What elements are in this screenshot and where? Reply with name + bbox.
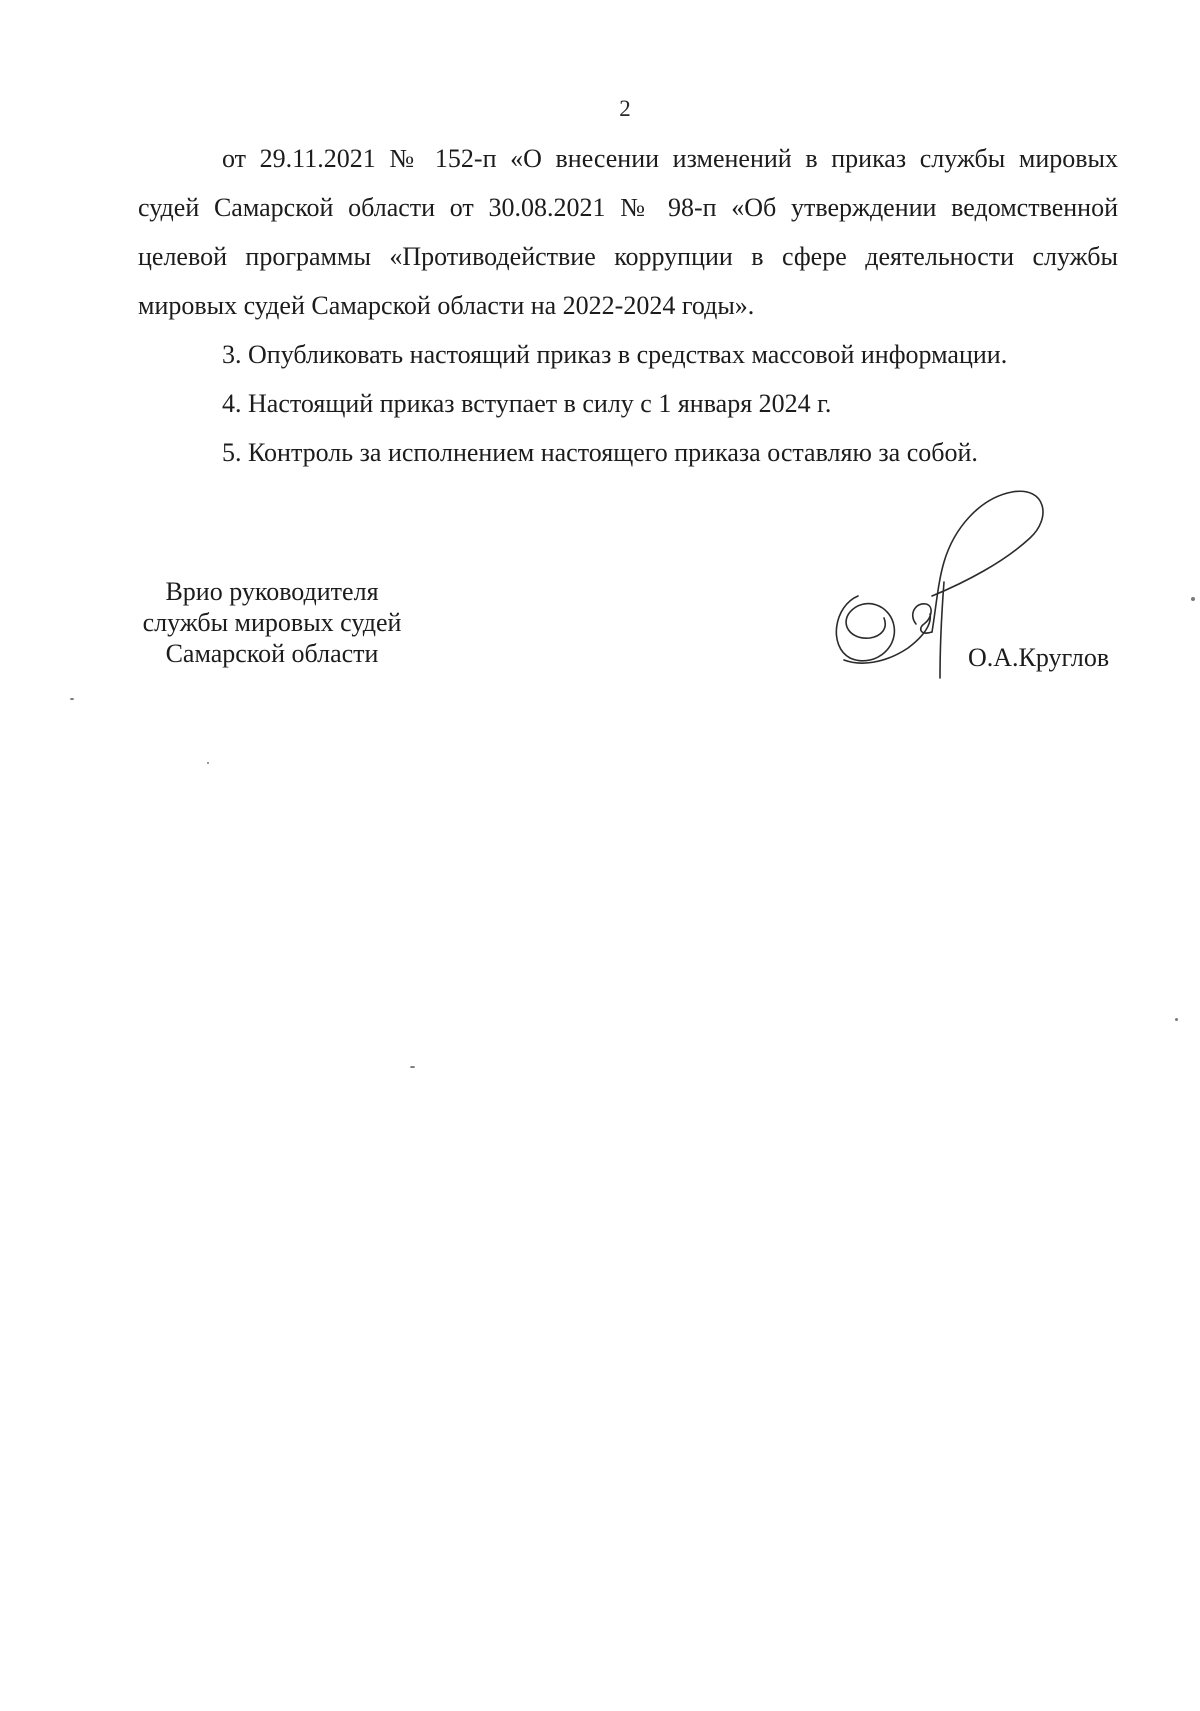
signatory-title-line: Самарской области <box>165 639 379 668</box>
body-line: целевой программы «Противодействие коррупции в сфере деятельности службы <box>138 242 1118 271</box>
signatory-title-line: Врио руководителя <box>165 577 379 606</box>
scan-speck <box>70 698 74 700</box>
order-item-4: 4. Настоящий приказ вступает в силу с 1 января 2024 г. <box>222 389 832 418</box>
body-line: мировых судей Самарской области на 2022-2024 годы». <box>138 291 755 320</box>
body-line: от 29.11.2021 № 152-п «О внесении изменений в приказ службы мировых <box>222 144 1118 173</box>
scan-speck <box>1175 1018 1178 1021</box>
scan-speck <box>207 762 209 764</box>
order-item-5: 5. Контроль за исполнением настоящего приказа оставляю за собой. <box>222 438 978 467</box>
signer-name: О.А.Круглов <box>968 643 1110 672</box>
scan-speck <box>1191 597 1195 601</box>
order-item-3: 3. Опубликовать настоящий приказ в средствах массовой информации. <box>222 340 1008 369</box>
body-line: судей Самарской области от 30.08.2021 № 98-п «Об утверждении ведомственной <box>138 193 1118 222</box>
page-number: 2 <box>619 96 631 121</box>
document-body <box>138 134 1118 477</box>
scan-speck <box>410 1066 415 1068</box>
signatory-title-line: службы мировых судей <box>142 608 402 637</box>
signatory-title <box>132 576 412 669</box>
